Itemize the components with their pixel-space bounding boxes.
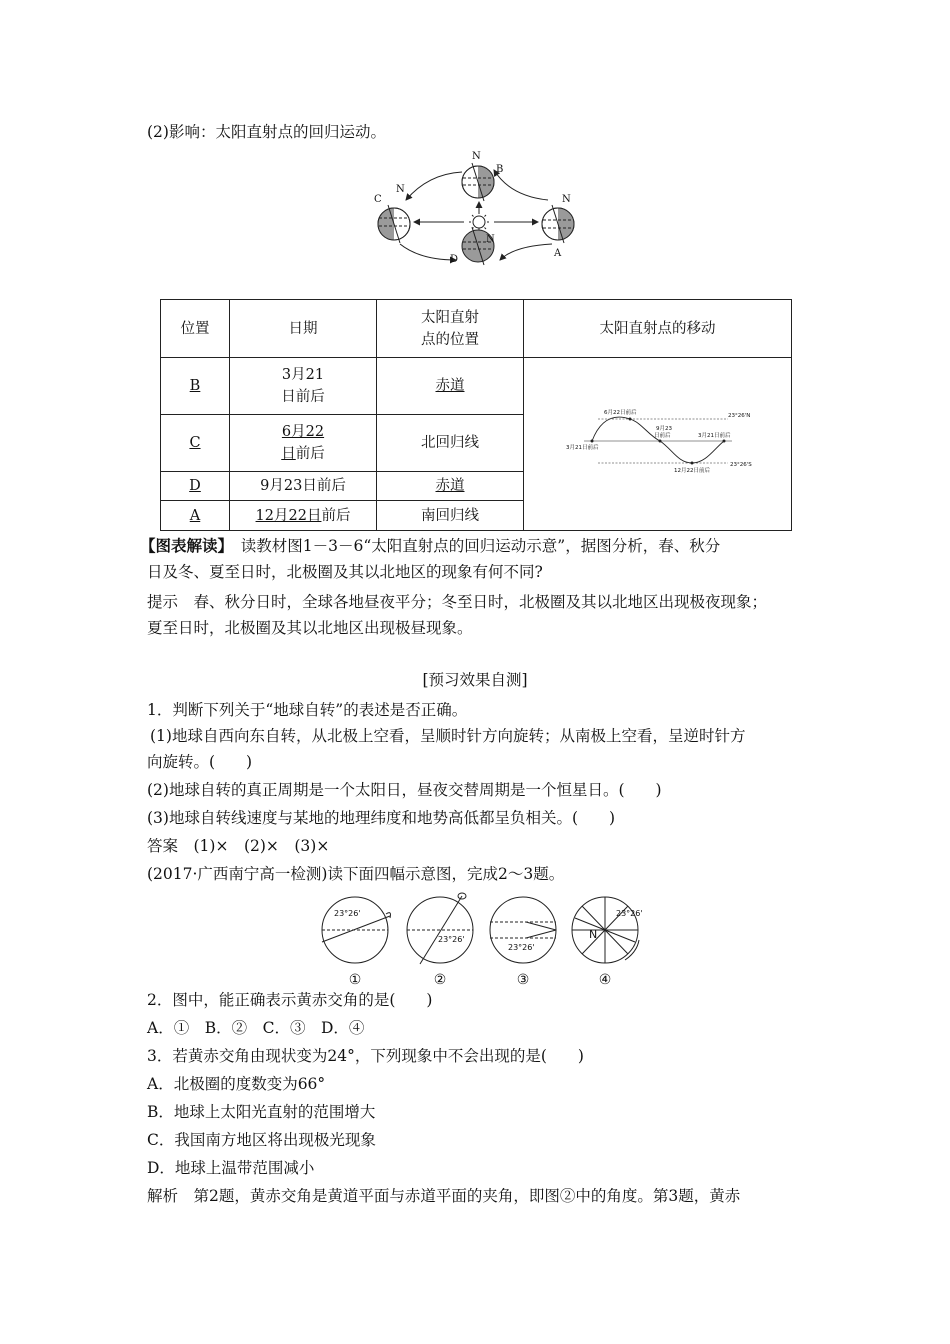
position-label-a: A xyxy=(554,248,562,259)
north-label-a: N xyxy=(562,194,571,205)
position-label-b: B xyxy=(496,164,504,175)
fig4-north-label: N xyxy=(589,928,598,941)
position-label-c: C xyxy=(374,194,382,205)
self-test-title: [预习效果自测] xyxy=(422,671,528,689)
question-3-option-b: B．地球上太阳光直射的范围增大 xyxy=(147,1103,376,1121)
question-1-1a: (1)地球自西向东自转，从北极上空看，呈顺时针方向旋转；从南极上空看，呈逆时针方 xyxy=(150,727,746,745)
hint-line1: 提示 春、秋分日时，全球各地昼夜平分；冬至日时，北极圈及其以北地区出现极夜现象； xyxy=(147,593,768,611)
row-d-position: D xyxy=(161,472,230,501)
north-label-d: N xyxy=(486,234,495,245)
wave-label-tropic-south: 23°26'S xyxy=(729,461,752,468)
chart-reading-line2: 日及冬、夏至日时，北极圈及其以北地区的现象有何不同? xyxy=(147,563,543,581)
question-3-option-a: A．北极圈的度数变为66° xyxy=(147,1075,326,1093)
row-b-place: 赤道 xyxy=(377,358,524,415)
header-sun-movement: 太阳直射点的移动 xyxy=(524,300,792,358)
wave-label-june: 6月22日前后 xyxy=(603,409,636,416)
header-position: 位置 xyxy=(161,300,230,358)
earth-position-a xyxy=(542,204,578,244)
question-2-options: A．① B．② C．③ D．④ xyxy=(147,1019,365,1037)
row-c-position: C xyxy=(161,415,230,472)
source-note: (2017·广西南宁高一检测)读下面四幅示意图，完成2～3题。 xyxy=(147,865,565,883)
fig3-label: ③ xyxy=(516,972,530,988)
fig3-angle-label: 23°26' xyxy=(508,943,535,952)
earth-position-d xyxy=(462,227,494,265)
wave-label-tropic-north: 23°26'N xyxy=(727,412,750,419)
north-label-c: N xyxy=(396,184,405,195)
question-1: 1．判断下列关于“地球自转”的表述是否正确。 xyxy=(147,701,468,719)
row-d-place: 赤道 xyxy=(377,472,524,501)
fig2-label: ② xyxy=(433,972,447,988)
wave-label-sep-1: 9月23 xyxy=(655,425,672,432)
chart-reading-line1: 【图表解读】 读教材图1－3－6“太阳直射点的回归运动示意”，据图分析，春、秋分 xyxy=(140,536,721,555)
row-c-place: 北回归线 xyxy=(377,415,524,472)
fig4-angle-label: 23°26' xyxy=(616,909,643,918)
sun-position-table xyxy=(160,299,792,531)
question-1-1b: 向旋转。( ) xyxy=(147,753,253,771)
question-3: 3．若黄赤交角由现状变为24°，下列现象中不会出现的是( ) xyxy=(147,1047,584,1065)
row-b-date: 3月21 日前后 xyxy=(230,358,377,415)
question-2: 2．图中，能正确表示黄赤交角的是( ) xyxy=(147,991,433,1009)
sun-migration-wave xyxy=(558,405,758,477)
row-d-date: 9月23日前后 xyxy=(230,472,377,501)
position-label-d: D xyxy=(450,254,459,265)
row-a-position: A xyxy=(161,501,230,531)
north-label-b: N xyxy=(472,151,481,162)
ecliptic-figures xyxy=(320,892,650,988)
question-1-3: (3)地球自转线速度与某地的地理纬度和地势高低都呈负相关。( ) xyxy=(147,809,616,827)
earth-position-c xyxy=(374,204,410,244)
question-1-2: (2)地球自转的真正周期是一个太阳日，昼夜交替周期是一个恒星日。( ) xyxy=(147,781,662,799)
analysis: 解析 第2题，黄赤交角是黄道平面与赤道平面的夹角，即图②中的角度。第3题，黄赤 xyxy=(147,1187,741,1205)
wave-label-march-right: 3月21日前后 xyxy=(697,432,730,439)
earth-position-b xyxy=(462,162,498,202)
wave-label-march-left: 3月21日前后 xyxy=(565,444,598,451)
fig1-angle-label: 23°26' xyxy=(334,909,361,918)
row-c-date: 6月22 日前后 xyxy=(230,415,377,472)
hint-line2: 夏至日时，北极圈及其以北地区出现极昼现象。 xyxy=(147,619,473,637)
sun-orbit-diagram xyxy=(370,148,602,266)
header-sun-position: 太阳直射 点的位置 xyxy=(377,300,524,358)
question-3-option-c: C．我国南方地区将出现极光现象 xyxy=(147,1131,376,1149)
row-a-place: 南回归线 xyxy=(377,501,524,531)
row-a-date: 12月22日前后 xyxy=(230,501,377,531)
question-3-option-d: D．地球上温带范围减小 xyxy=(147,1159,315,1177)
row-b-position: B xyxy=(161,358,230,415)
section-heading: (2)影响：太阳直射点的回归运动。 xyxy=(147,123,386,141)
fig4-label: ④ xyxy=(598,972,612,988)
wave-label-december: 12月22日前后 xyxy=(673,467,710,474)
wave-label-sep-2: 日前后 xyxy=(653,432,671,439)
fig1-label: ① xyxy=(348,972,362,988)
answer-1: 答案 (1)× (2)× (3)× xyxy=(147,837,330,855)
fig2-angle-label: 23°26' xyxy=(438,935,465,944)
header-date: 日期 xyxy=(230,300,377,358)
wave-diagram-cell xyxy=(524,358,792,531)
